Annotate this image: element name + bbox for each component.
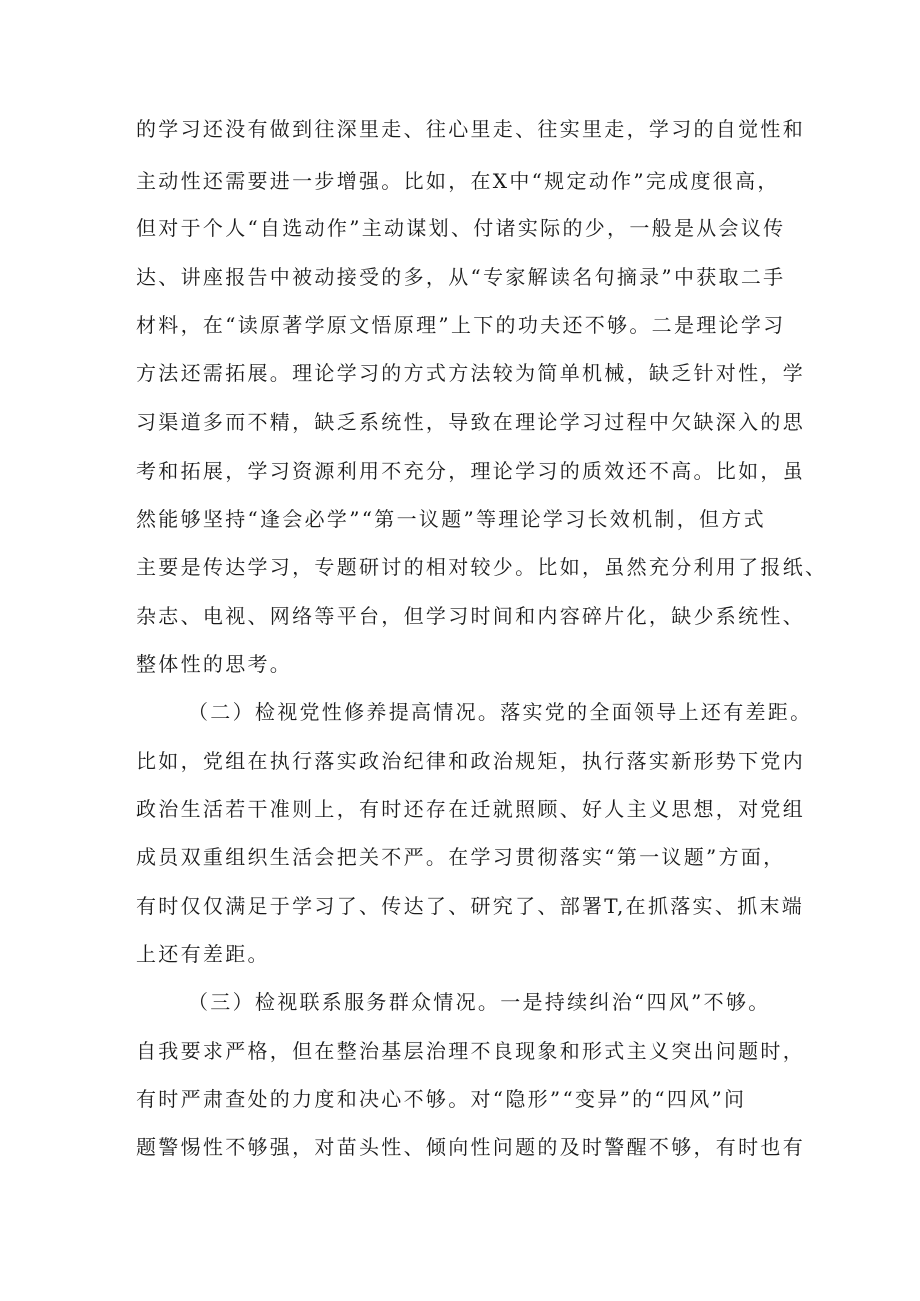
text-line-15: 政治生活若干准则上，有时还存在迁就照顾、好人主义思想，对党组: [136, 797, 805, 821]
text-line-17: 有时仅仅满足于学习了、传达了、研究了、部署T,在抓落实、抓末端: [136, 894, 805, 918]
text-line-10: 主要是传达学习，专题研讨的相对较少。比如，虽然充分利用了报纸、: [136, 555, 828, 579]
text-line-20: 自我要求严格，但在整治基层治理不良现象和形式主义突出问题时，: [136, 1039, 805, 1063]
text-line-1: 的学习还没有做到往深里走、往心里走、往实里走，学习的自觉性和: [136, 117, 805, 141]
text-line-14: 比如，党组在执行落实政治纪律和政治规矩，执行落实新形势下党内: [136, 749, 805, 773]
text-line-9: 然能够坚持“逢会必学”“第一议题”等理论学习长效机制，但方式: [136, 507, 766, 531]
text-line-6: 方法还需拓展。理论学习的方式方法较为简单机械，缺乏针对性，学: [136, 361, 805, 385]
text-line-12: 整体性的思考。: [136, 652, 293, 676]
text-line-16: 成员双重组织生活会把关不严。在学习贯彻落实“第一议题”方面，: [136, 845, 786, 869]
text-line-18: 上还有差距。: [136, 942, 270, 966]
text-line-22: 题警惕性不够强，对苗头性、倾向性问题的及时警醒不够，有时也有: [136, 1135, 805, 1159]
text-line-2: 主动性还需要进一步增强。比如，在X中“规定动作”完成度很高，: [136, 169, 780, 193]
text-line-21: 有时严肃查处的力度和决心不够。对“隐形”“变异”的“四风”问: [136, 1087, 747, 1111]
text-line-4: 达、讲座报告中被动接受的多，从“专家解读名句摘录”中获取二手: [136, 265, 786, 289]
text-line-11: 杂志、电视、网络等平台，但学习时间和内容碎片化，缺少系统性、: [136, 604, 805, 628]
text-line-8: 考和拓展，学习资源利用不充分，理论学习的质效还不高。比如，虽: [136, 459, 805, 483]
text-line-5: 材料，在“读原著学原文悟原理”上下的功夫还不够。二是理论学习: [136, 313, 786, 337]
section-heading-2: （二）检视党性修养提高情况。落实党的全面领导上还有差距。: [188, 700, 813, 724]
text-line-3: 但对于个人“自选动作”主动谋划、付诸实际的少，一般是从会议传: [136, 216, 786, 240]
section-heading-3: （三）检视联系服务群众情况。一是持续纠治“四风”不够。: [188, 990, 771, 1014]
text-line-7: 习渠道多而不精，缺乏系统性，导致在理论学习过程中欠缺深入的思: [136, 410, 805, 434]
